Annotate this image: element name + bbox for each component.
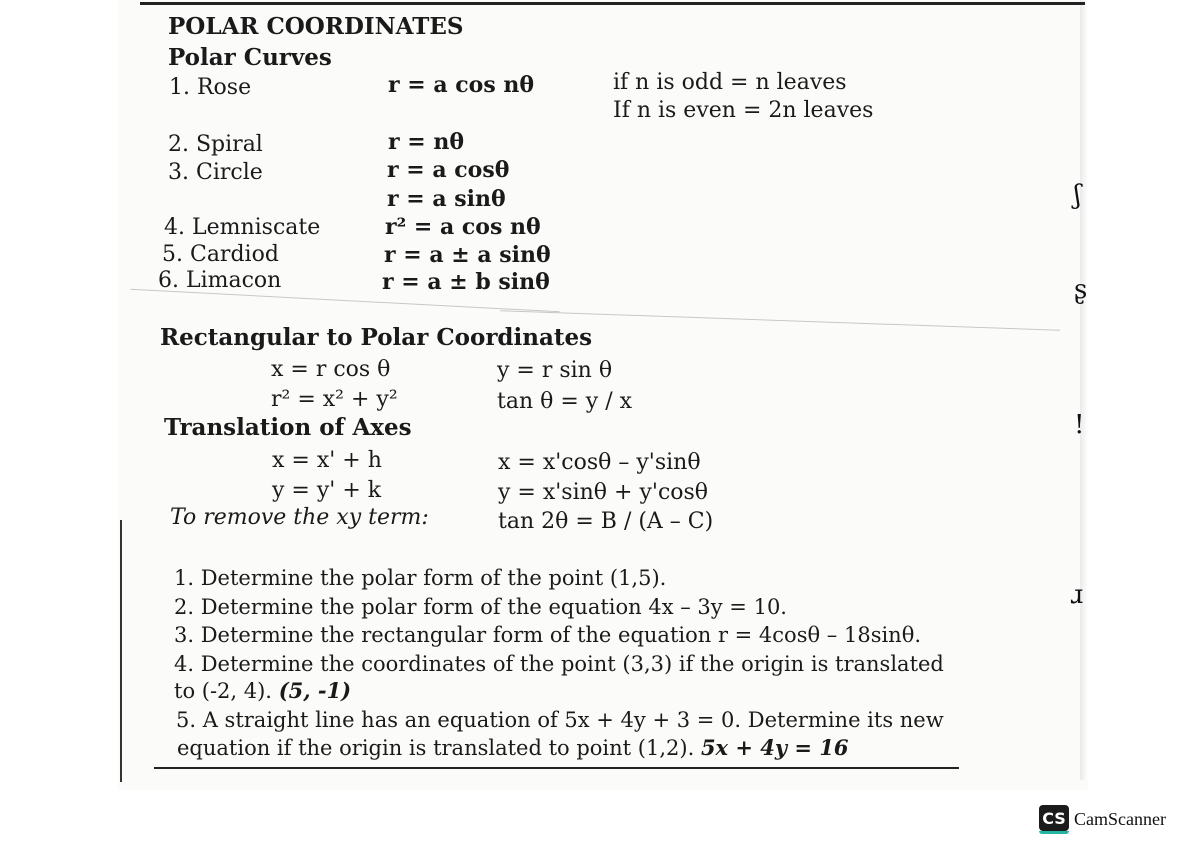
bottom-rule	[154, 767, 959, 769]
page-edge-shadow	[1080, 0, 1088, 780]
curve-formula: r = a cosθ	[387, 157, 510, 183]
formula: tan 2θ = B / (A – C)	[498, 509, 714, 534]
problem-item: 5. A straight line has an equation of 5x + 4y + 3 = 0. Determine its new	[176, 708, 944, 732]
problem-text: to (-2, 4).	[174, 679, 272, 703]
curve-name: 1. Rose	[169, 75, 252, 100]
curve-name: 5. Cardiod	[162, 242, 279, 267]
problem-text: equation if the origin is translated to point (1,2).	[177, 736, 695, 760]
section-heading-rect-to-polar: Rectangular to Polar Coordinates	[160, 324, 593, 351]
top-rule	[140, 2, 1085, 5]
remove-xy-label: To remove the xy term:	[170, 505, 429, 530]
formula: tan θ = y / x	[497, 389, 633, 414]
margin-mark: ʃ	[1074, 180, 1082, 210]
curve-name: 3. Circle	[168, 160, 263, 185]
curve-name: 2. Spiral	[168, 132, 263, 157]
curve-note: If n is even = 2n leaves	[613, 98, 874, 123]
section-heading-polar-curves: Polar Curves	[168, 44, 332, 71]
formula: y = x'sinθ + y'cosθ	[498, 480, 709, 505]
formula: x = r cos θ	[271, 357, 391, 382]
curve-formula: r = nθ	[388, 129, 465, 155]
formula: y = y' + k	[272, 478, 382, 503]
camscanner-logo-icon: CS	[1039, 805, 1069, 831]
problem-item: 3. Determine the rectangular form of the equation r = 4cosθ – 18sinθ.	[174, 623, 922, 647]
answer-text: (5, -1)	[278, 678, 352, 703]
page-title: POLAR COORDINATES	[168, 13, 464, 40]
formula: y = r sin θ	[497, 358, 613, 383]
curve-formula: r = a sinθ	[387, 186, 506, 212]
curve-name: 6. Limacon	[158, 268, 282, 293]
problem-item: 1. Determine the polar form of the point (1,5).	[174, 566, 667, 590]
formula: x = x'cosθ – y'sinθ	[498, 450, 701, 475]
problem-item	[177, 735, 849, 761]
camscanner-label: CamScanner	[1074, 809, 1166, 829]
margin-mark: ɹ	[1070, 580, 1084, 610]
problem-item	[174, 678, 351, 704]
curve-note: if n is odd = n leaves	[613, 70, 847, 95]
formula: x = x' + h	[272, 448, 382, 473]
curve-formula: r = a cos nθ	[388, 72, 535, 98]
margin-mark: !	[1074, 410, 1085, 440]
curve-formula: r = a ± b sinθ	[382, 269, 550, 295]
curve-name: 4. Lemniscate	[164, 215, 321, 240]
curve-formula: r = a ± a sinθ	[384, 242, 551, 268]
problem-item: 4. Determine the coordinates of the point (3,3) if the origin is translated	[174, 652, 944, 676]
formula: r² = x² + y²	[271, 387, 398, 412]
margin-mark: ʂ	[1074, 275, 1088, 305]
problem-item: 2. Determine the polar form of the equation 4x – 3y = 10.	[174, 595, 787, 619]
curve-formula: r² = a cos nθ	[385, 214, 541, 240]
section-heading-translation: Translation of Axes	[164, 414, 412, 441]
left-margin-line	[120, 520, 122, 782]
answer-text: 5x + 4y = 16	[700, 735, 849, 760]
